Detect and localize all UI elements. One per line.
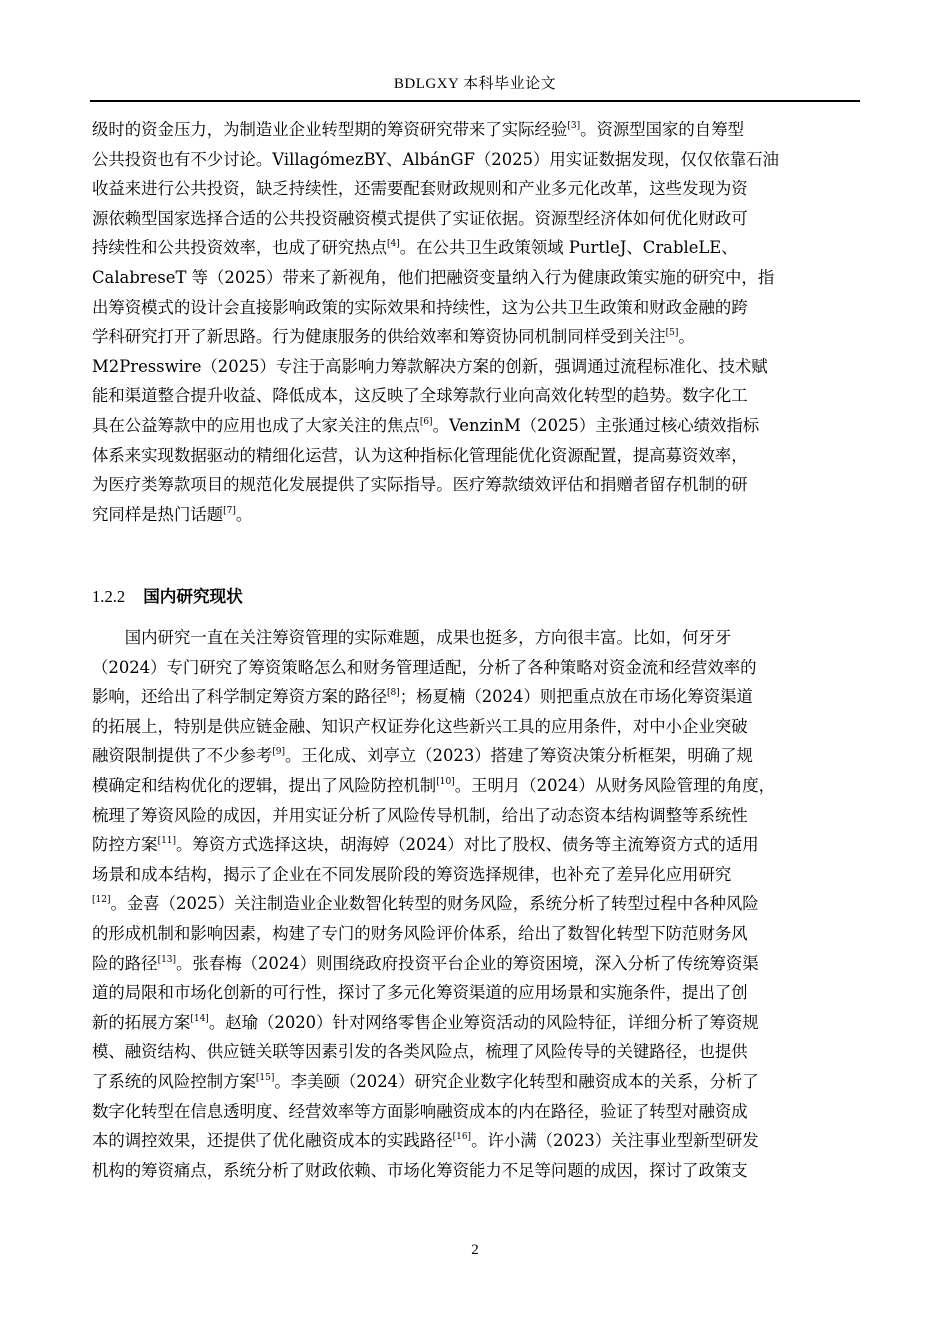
text-line <box>92 441 862 471</box>
line-text: 。 <box>235 504 253 524</box>
line-text: 场景和成本结构，揭示了企业在不同发展阶段的筹资选择规律，也补充了差异化应用研究 <box>92 864 732 884</box>
line-text: 源依赖型国家选择合适的公共投资融资模式提供了实证依据。资源型经济体如何优化财政可 <box>92 208 748 228</box>
line-text: 级时的资金压力，为制造业企业转型期的筹资研究带来了实际经验 <box>92 120 568 139</box>
text-line <box>92 978 862 1008</box>
text-line <box>92 653 862 683</box>
text-line <box>92 470 862 500</box>
paragraph-domestic-research <box>92 623 862 1185</box>
paragraph-foreign-research <box>92 115 862 529</box>
line-text: 防控方案 <box>92 835 158 855</box>
line-text: 公共投资也有不少讨论。VillagómezBY、AlbánGF（2025）用实证数据发现，仅仅依靠石油 <box>92 149 779 169</box>
text-line <box>92 801 862 831</box>
line-text: 国内研究一直在关注筹资管理的实际难题，成果也挺多，方向很丰富。比如，何牙牙 <box>92 628 732 647</box>
line-text: 。张春梅（2024）则围绕政府投资平台企业的筹资困境，深入分析了传统筹资渠 <box>176 953 759 973</box>
line-text: 。金喜（2025）关注制造业企业数智化转型的财务风险，系统分析了转型过程中各种风险 <box>110 894 759 914</box>
text-line <box>92 712 862 742</box>
header-rule <box>90 100 860 102</box>
line-text: 。许小满（2023）关注事业型新型研发 <box>471 1131 759 1151</box>
text-line <box>92 771 862 801</box>
line-text: 道的局限和市场化创新的可行性，探讨了多元化筹资渠道的应用场景和实施条件，提出了创 <box>92 983 748 1003</box>
text-line <box>92 263 862 293</box>
line-text: 影响，还给出了科学制定筹资方案的路径 <box>92 687 388 707</box>
citation-mark: [10] <box>436 776 455 787</box>
line-text: M2Presswire（2025）专注于高影响力筹款解决方案的创新，强调通过流程标准化、技术赋 <box>92 356 768 376</box>
page-number: 2 <box>471 1242 479 1258</box>
line-text: 险的路径 <box>92 953 158 973</box>
line-text: 本的调控效果，还提供了优化融资成本的实践路径 <box>92 1131 453 1151</box>
line-text: 究同样是热门话题 <box>92 504 224 524</box>
line-text: 的拓展上，特别是供应链金融、知识产权证券化这些新兴工具的应用条件，对中小企业突破 <box>92 716 748 736</box>
line-text: 学科研究打开了新思路。行为健康服务的供给效率和筹资协同机制同样受到关注 <box>92 327 666 347</box>
text-line <box>92 949 862 979</box>
line-text: 持续性和公共投资效率，也成了研究热点 <box>92 238 388 258</box>
line-text: 。王化成、刘亭立（2023）搭建了筹资决策分析框架，明确了规 <box>285 746 753 766</box>
text-line <box>92 411 862 441</box>
text-line <box>92 204 862 234</box>
citation-mark: [16] <box>452 1132 472 1143</box>
text-line <box>92 174 862 204</box>
citation-mark: [3] <box>567 121 581 131</box>
citation-mark: [15] <box>255 1072 275 1083</box>
text-line <box>92 293 862 323</box>
line-text: 。筹资方式选择这块，胡海婷（2024）对比了股权、债务等主流筹资方式的适用 <box>176 835 759 855</box>
citation-mark: [13] <box>157 954 177 965</box>
line-text: 数字化转型在信息透明度、经营效率等方面影响融资成本的内在路径，验证了转型对融资成 <box>92 1101 748 1121</box>
citation-mark: [12] <box>92 895 111 906</box>
line-text: 。王明月（2024）从财务风险管理的角度， <box>454 775 776 795</box>
text-line <box>92 322 862 352</box>
line-text: 体系来实现数据驱动的精细化运营，认为这种指标化管理能优化资源配置，提高募资效率， <box>92 445 748 465</box>
text-line <box>92 352 862 382</box>
text-line <box>92 623 862 653</box>
text-line <box>92 919 862 949</box>
line-text: 。在公共卫生政策领域 PurtleJ、CrableLE、 <box>399 238 738 258</box>
text-line <box>92 830 862 860</box>
line-text: 融资限制提供了不少参考 <box>92 746 273 766</box>
text-line <box>92 145 862 175</box>
line-text: 模、融资结构、供应链关联等因素引发的各类风险点，梳理了风险传导的关键路径，也提供 <box>92 1042 748 1062</box>
text-line <box>92 1156 862 1186</box>
citation-mark: [4] <box>387 239 400 250</box>
citation-mark: [8] <box>387 688 400 699</box>
line-text: 新的拓展方案 <box>92 1012 191 1032</box>
line-text: 。赵瑜（2020）针对网络零售企业筹资活动的风险特征，详细分析了筹资规 <box>208 1012 759 1032</box>
line-text: ；杨夏楠（2024）则把重点放在市场化筹资渠道 <box>399 687 753 707</box>
line-text: 能和渠道整合提升收益、降低成本，这反映了全球筹款行业向高效化转型的趋势。数字化工 <box>92 386 748 406</box>
text-line <box>92 233 862 263</box>
line-text: 梳理了筹资风险的成因，并用实证分析了风险传导机制，给出了动态资本结构调整等系统性 <box>92 805 748 825</box>
line-text: 具在公益筹款中的应用也成了大家关注的焦点 <box>92 415 420 435</box>
line-text: 了系统的风险控制方案 <box>92 1071 256 1091</box>
text-line <box>92 682 862 712</box>
text-line <box>92 889 862 919</box>
line-text: 模确定和结构优化的逻辑，提出了风险防控机制 <box>92 775 437 795</box>
section-title: 国内研究现状 <box>143 587 243 606</box>
text-line <box>92 1008 862 1038</box>
text-line <box>92 500 862 530</box>
line-text: 。VenzinM（2025）主张通过核心绩效指标 <box>432 415 760 435</box>
line-text: 。资源型国家的自筹型 <box>580 120 744 139</box>
line-text: 为医疗类筹款项目的规范化发展提供了实际指导。医疗筹款绩效评估和捐赠者留存机制的研 <box>92 475 748 495</box>
line-text: 。 <box>678 327 695 347</box>
text-line <box>92 115 862 145</box>
citation-mark: [9] <box>272 747 286 758</box>
section-heading <box>92 583 243 607</box>
line-text: 出筹资模式的设计会直接影响政策的实际效果和持续性，这为公共卫生政策和财政金融的跨 <box>92 297 748 317</box>
text-line <box>92 741 862 771</box>
citation-mark: [11] <box>157 836 177 847</box>
citation-mark: [5] <box>665 328 679 339</box>
line-text: （2024）专门研究了筹资策略怎么和财务管理适配，分析了各种策略对资金流和经营效率的 <box>92 657 757 677</box>
text-line <box>92 1037 862 1067</box>
line-text: 机构的筹资痛点，系统分析了财政依赖、市场化筹资能力不足等问题的成因，探讨了政策支 <box>92 1160 748 1180</box>
citation-mark: [6] <box>419 416 433 427</box>
line-text: 收益来进行公共投资，缺乏持续性，还需要配套财政规则和产业多元化改革，这些发现为资 <box>92 179 748 199</box>
running-header: BDLGXY 本科毕业论文 <box>393 76 557 92</box>
text-line <box>92 381 862 411</box>
section-number: 1.2.2 <box>92 587 126 606</box>
line-text: 的形成机制和影响因素，构建了专门的财务风险评价体系，给出了数智化转型下防范财务风 <box>92 923 748 943</box>
text-line <box>92 1126 862 1156</box>
line-text: 。李美颐（2024）研究企业数字化转型和融资成本的关系，分析了 <box>274 1071 759 1091</box>
text-line <box>92 1067 862 1097</box>
line-text: CalabreseT 等（2025）带来了新视角，他们把融资变量纳入行为健康政策实施的研究中，指 <box>92 267 775 287</box>
citation-mark: [14] <box>190 1013 209 1024</box>
citation-mark: [7] <box>223 505 236 516</box>
text-line <box>92 860 862 890</box>
text-line <box>92 1097 862 1127</box>
